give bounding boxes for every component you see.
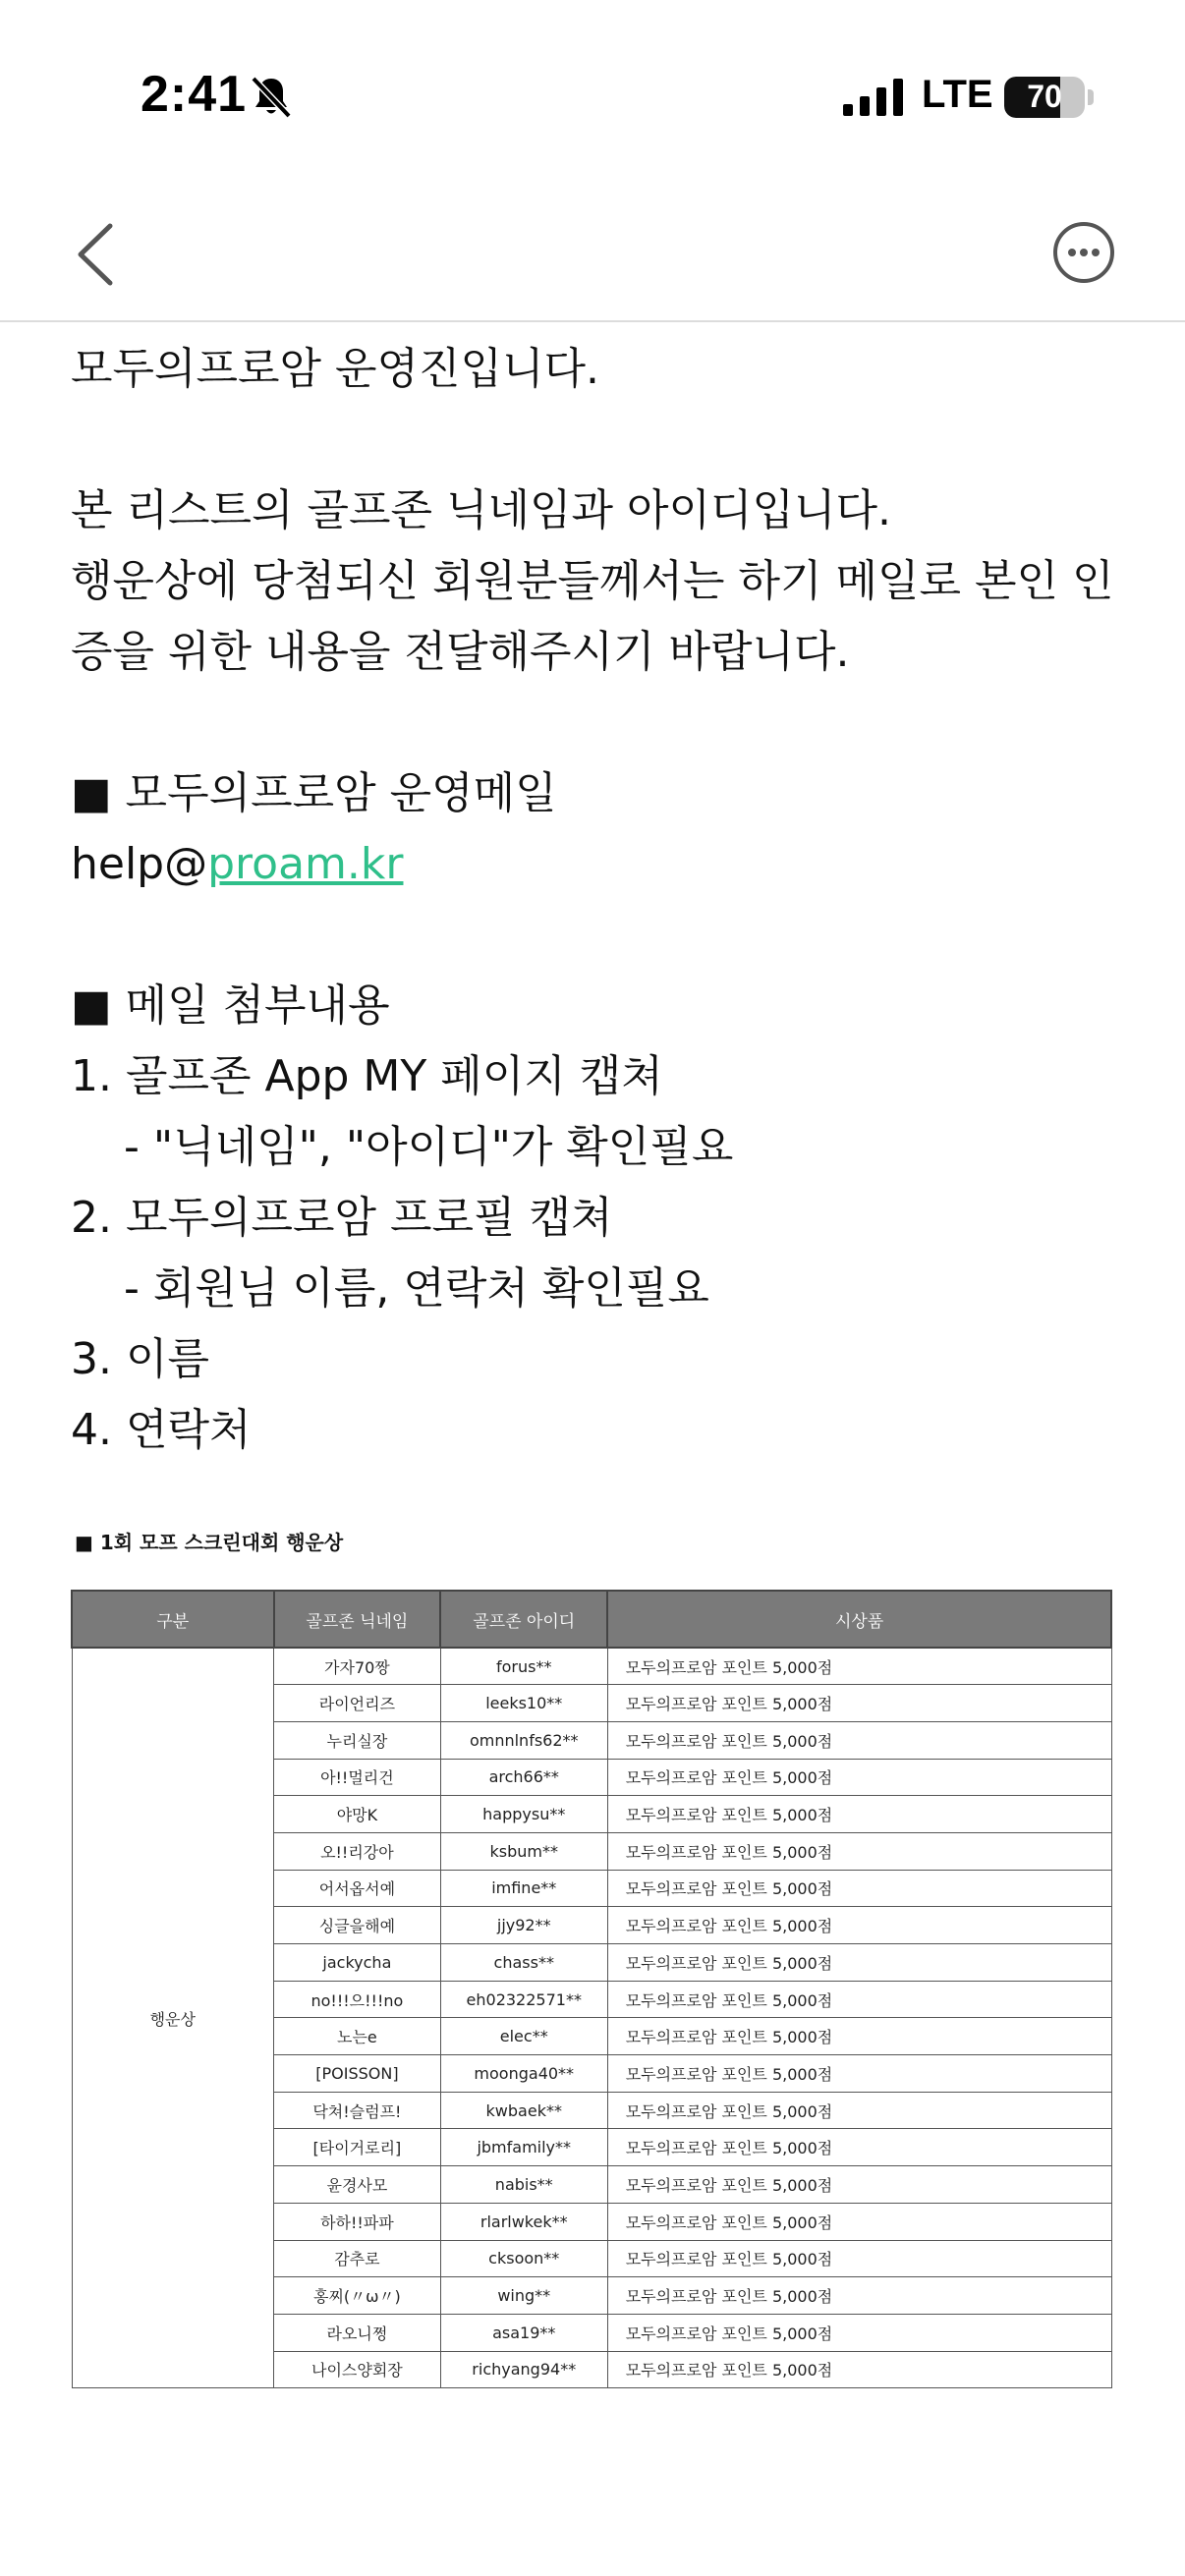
id-cell: cksoon**: [440, 2240, 607, 2277]
prize-cell: 모두의프로암 포인트 5,000점: [607, 1981, 1111, 2018]
article-line: 행운상에 당첨되신 회원분들께서는 하기 메일로 본인 인: [71, 556, 1114, 606]
prize-cell: 모두의프로암 포인트 5,000점: [607, 2314, 1111, 2351]
more-horizontal-icon[interactable]: [1051, 220, 1116, 285]
article-line: 3. 이름: [71, 1334, 209, 1384]
nickname-cell: 하하!!파파: [274, 2203, 441, 2240]
prize-cell: 모두의프로암 포인트 5,000점: [607, 2240, 1111, 2277]
id-cell: chass**: [440, 1944, 607, 1982]
table-header-row: [72, 1591, 1111, 1648]
id-cell: arch66**: [440, 1759, 607, 1796]
battery-percent: 70: [1027, 79, 1062, 114]
prize-cell: 모두의프로암 포인트 5,000점: [607, 1944, 1111, 1982]
nickname-cell: [POISSON]: [274, 2055, 441, 2093]
table-row: [72, 1648, 1111, 1685]
table-caption: ■ 1회 모프 스크린대회 행운상: [75, 1531, 344, 1554]
chevron-left-icon[interactable]: [67, 220, 126, 289]
nickname-cell: 가자70짱: [274, 1648, 441, 1685]
nickname-cell: 야망K: [274, 1796, 441, 1833]
header-id: 골프존 아이디: [440, 1591, 607, 1648]
prize-cell: 모두의프로암 포인트 5,000점: [607, 1832, 1111, 1870]
email-line: [71, 829, 1132, 900]
article-line: 증을 위한 내용을 전달해주시기 바랍니다.: [71, 627, 850, 677]
id-cell: richyang94**: [440, 2351, 607, 2388]
nickname-cell: 라오니쩡: [274, 2314, 441, 2351]
article-line: - 회원님 이름, 연락처 확인필요: [124, 1263, 709, 1314]
article-line: [71, 405, 1132, 476]
nickname-cell: 어서옵서예: [274, 1870, 441, 1907]
id-cell: forus**: [440, 1648, 607, 1685]
article-line: 2. 모두의프로암 프로필 캡쳐: [71, 1193, 613, 1243]
status-bar: [0, 0, 1185, 196]
article-line: 1. 골프존 App MY 페이지 캡쳐: [71, 1051, 663, 1101]
prize-cell: 모두의프로암 포인트 5,000점: [607, 1759, 1111, 1796]
id-cell: jjy92**: [440, 1907, 607, 1944]
nickname-cell: 누리실장: [274, 1721, 441, 1759]
prize-cell: 모두의프로암 포인트 5,000점: [607, 2092, 1111, 2129]
prize-cell: 모두의프로암 포인트 5,000점: [607, 2166, 1111, 2204]
prize-cell: 모두의프로암 포인트 5,000점: [607, 2351, 1111, 2388]
email-link[interactable]: proam.kr: [207, 839, 404, 889]
prize-cell: 모두의프로암 포인트 5,000점: [607, 1721, 1111, 1759]
nickname-cell: 싱글을해예: [274, 1907, 441, 1944]
nickname-cell: jackycha: [274, 1944, 441, 1982]
article-line: - "닉네임", "아이디"가 확인필요: [124, 1122, 734, 1172]
nickname-cell: 윤경사모: [274, 2166, 441, 2204]
header-nickname: 골프존 닉네임: [274, 1591, 441, 1648]
id-cell: wing**: [440, 2277, 607, 2315]
id-cell: omnnlnfs62**: [440, 1721, 607, 1759]
prize-cell: 모두의프로암 포인트 5,000점: [607, 2129, 1111, 2166]
nickname-cell: [타이거로리]: [274, 2129, 441, 2166]
nickname-cell: 아!!멀리건: [274, 1759, 441, 1796]
prize-cell: 모두의프로암 포인트 5,000점: [607, 1907, 1111, 1944]
id-cell: rlarlwkek**: [440, 2203, 607, 2240]
article-line: [71, 688, 1132, 758]
article-line: 본 리스트의 골프존 닉네임과 아이디입니다.: [71, 485, 892, 535]
prize-cell: 모두의프로암 포인트 5,000점: [607, 1796, 1111, 1833]
header-prize: 시상품: [607, 1591, 1111, 1648]
network-type: LTE: [922, 73, 993, 116]
article-line: ■ 메일 첨부내용: [71, 980, 390, 1031]
nickname-cell: 홍찌(〃ω〃): [274, 2277, 441, 2315]
nickname-cell: 닥쳐!슬럼프!: [274, 2092, 441, 2129]
article-line: 모두의프로암 운영진입니다.: [71, 344, 600, 394]
nickname-cell: 라이언리즈: [274, 1685, 441, 1722]
prize-cell: 모두의프로암 포인트 5,000점: [607, 2277, 1111, 2315]
prize-cell: 모두의프로암 포인트 5,000점: [607, 1685, 1111, 1722]
prize-cell: 모두의프로암 포인트 5,000점: [607, 2203, 1111, 2240]
battery-icon: [1004, 77, 1085, 118]
id-cell: jbmfamily**: [440, 2129, 607, 2166]
id-cell: moonga40**: [440, 2055, 607, 2093]
signal-bars-icon: [843, 79, 904, 116]
category-cell: 행운상: [72, 1648, 274, 2388]
article-line: 4. 연락처: [71, 1405, 252, 1455]
article-line: ■ 모두의프로암 운영메일: [71, 768, 557, 818]
table-body: [72, 1648, 1111, 2388]
nickname-cell: no!!!으!!!no: [274, 1981, 441, 2018]
email-prefix: help@: [71, 839, 208, 889]
winners-table: [71, 1590, 1112, 2388]
nickname-cell: 감추로: [274, 2240, 441, 2277]
prize-cell: 모두의프로암 포인트 5,000점: [607, 1648, 1111, 1685]
post-body: [71, 334, 1132, 1466]
id-cell: imfine**: [440, 1870, 607, 1907]
prize-cell: 모두의프로암 포인트 5,000점: [607, 2055, 1111, 2093]
id-cell: leeks10**: [440, 1685, 607, 1722]
id-cell: asa19**: [440, 2314, 607, 2351]
status-time: 2:41: [141, 66, 248, 123]
nav-bar: [0, 196, 1185, 322]
header-category: 구분: [72, 1591, 274, 1648]
article-line: [71, 900, 1132, 971]
id-cell: kwbaek**: [440, 2092, 607, 2129]
nickname-cell: 나이스양회장: [274, 2351, 441, 2388]
winners-table-image: [71, 1590, 1112, 2388]
id-cell: ksbum**: [440, 1832, 607, 1870]
id-cell: eh02322571**: [440, 1981, 607, 2018]
prize-cell: 모두의프로암 포인트 5,000점: [607, 1870, 1111, 1907]
id-cell: nabis**: [440, 2166, 607, 2204]
prize-cell: 모두의프로암 포인트 5,000점: [607, 2018, 1111, 2055]
bell-slash-icon: [249, 73, 294, 120]
battery-cap: [1088, 89, 1094, 105]
id-cell: elec**: [440, 2018, 607, 2055]
nickname-cell: 오!!리강아: [274, 1832, 441, 1870]
id-cell: happysu**: [440, 1796, 607, 1833]
nickname-cell: 노는e: [274, 2018, 441, 2055]
